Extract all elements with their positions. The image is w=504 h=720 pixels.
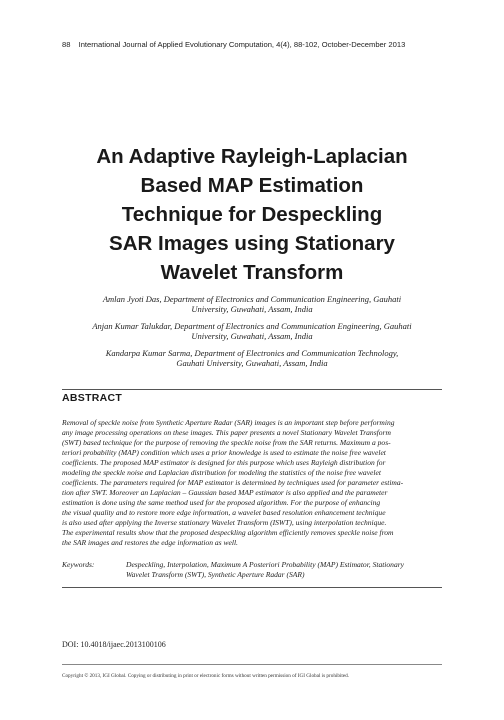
title-line: Wavelet Transform: [160, 261, 344, 284]
author-affiliation-3: [62, 348, 442, 368]
footer-rule: [62, 664, 442, 665]
abstract-line: is also used after applying the Inverse stationary Wavelet Transform (ISWT), using interpolation technique.: [62, 518, 387, 527]
title-line: SAR Images using Stationary: [109, 232, 395, 255]
author-affiliation-1: [62, 294, 442, 314]
affiliation-line: Kandarpa Kumar Sarma, Department of Electronics and Communication Technology,: [105, 348, 399, 358]
affiliation-line: Anjan Kumar Talukdar, Department of Electronics and Communication Engineering, Gauhati: [92, 321, 412, 331]
abstract-line: (SWT) based technique for the purpose of removing the speckle noise from the SAR returns. Maximum a pos-: [62, 438, 391, 447]
keywords-label: Keywords:: [62, 560, 95, 569]
abstract-line: Removal of speckle noise from Synthetic Aperture Radar (SAR) images is an important step before performing: [62, 418, 395, 427]
abstract-line: teriori probability (MAP) condition which uses a prior knowledge is used to estimate the noise free wavelet: [62, 448, 386, 457]
title-line: An Adaptive Rayleigh-Laplacian: [96, 145, 408, 168]
affiliation-line: University, Guwahati, Assam, India: [191, 304, 313, 314]
affiliation-line: Gauhati University, Guwahati, Assam, India: [176, 358, 328, 368]
doi: DOI: 10.4018/ijaec.2013100106: [62, 640, 166, 649]
copyright-notice: Copyright © 2013, IGI Global. Copying or distributing in print or electronic forms without written permission of IGI Global is prohibited.: [62, 673, 350, 679]
keywords-line: Despeckling, Interpolation, Maximum A Posteriori Probability (MAP) Estimator, Stationary: [126, 560, 405, 569]
abstract-line: the SAR images and restores the edge information as well.: [62, 538, 238, 547]
abstract-heading: ABSTRACT: [62, 392, 123, 404]
abstract-line: estimation is done using the same method used for the proposed algorithm. For the purpose of enhancing: [62, 498, 381, 507]
abstract-line: the visual quality and to restore more edge information, a wavelet based resolution enhancement technique: [62, 508, 386, 517]
affiliation-line: Amlan Jyoti Das, Department of Electronics and Communication Engineering, Gauhati: [102, 294, 402, 304]
page-number: 88: [62, 40, 71, 49]
abstract-line: tion after SWT. Moreover an Laplacian – Gaussian based MAP estimator is also applied and the parameter: [62, 488, 388, 497]
abstract-line: coefficients. The parameters required for MAP estimator is determined by techniques used for parameter estima-: [62, 478, 404, 487]
affiliation-line: University, Guwahati, Assam, India: [191, 331, 313, 341]
title-line: Based MAP Estimation: [140, 174, 364, 197]
abstract-line: any image processing operations on these images. This paper presents a novel Stationary Wavelet Transform: [62, 428, 391, 437]
abstract-body: [62, 418, 442, 548]
running-head: [62, 40, 405, 49]
abstract-top-rule: [62, 389, 442, 390]
abstract-line: The experimental results show that the proposed despeckling algorithm efficiently removes speckle noise from: [62, 528, 394, 537]
author-affiliations: [62, 294, 442, 375]
abstract-line: modeling the speckle noise and Laplacian distribution for modeling the statistics of the noise free wavelet: [62, 468, 381, 477]
abstract-line: coefficients. The proposed MAP estimator is designed for this purpose which uses Rayleigh distribution for: [62, 458, 386, 467]
paper-title: [40, 142, 464, 287]
title-line: Technique for Despeckling: [121, 203, 383, 226]
keywords-list: [126, 560, 444, 580]
author-affiliation-2: [62, 321, 442, 341]
journal-citation: International Journal of Applied Evolutionary Computation, 4(4), 88-102, October-December 2013: [78, 40, 406, 49]
keywords-line: Wavelet Transform (SWT), Synthetic Aperture Radar (SAR): [126, 570, 305, 579]
abstract-bottom-rule: [62, 587, 442, 588]
